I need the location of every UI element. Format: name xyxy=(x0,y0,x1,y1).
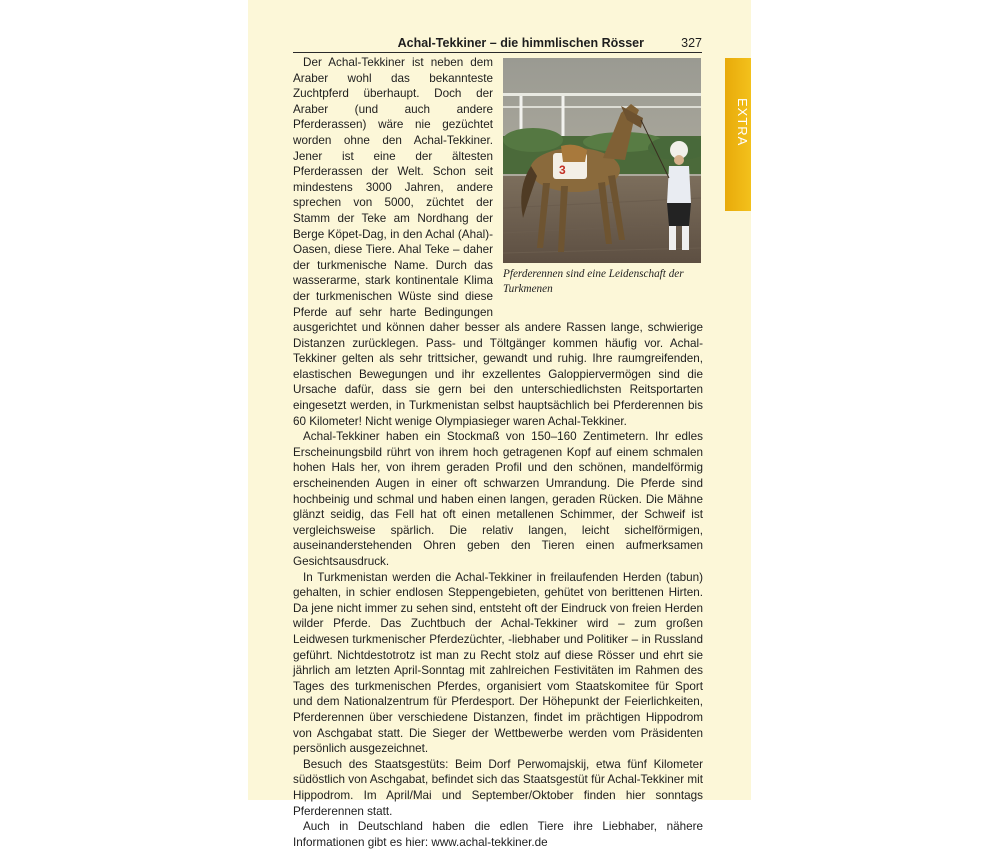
paragraph-5: Auch in Deutschland haben die edlen Tiere ihre Liebhaber, nähere Informationen gibt es hier: www.achal-tekkiner.de xyxy=(293,820,703,849)
extra-tab-label: EXTRA xyxy=(735,98,750,147)
saddle-cloth-number: 3 xyxy=(559,163,566,177)
running-header xyxy=(293,36,702,53)
page-number: 327 xyxy=(681,36,702,50)
paragraph-2: Achal-Tekkiner haben ein Stockmaß von 150–160 Zentimetern. Ihr edles Erscheinungsbild rührt von ihrem hoch getragenen Kopf auf einem schmalen hohen Hals her, von ihrem geraden Profil und den schönen, mandelförmig erscheinenden Augen in einer oft schwarzen Umrandung. Die Pferde sind hochbeinig und schmal und haben einen langen, geraden Rücken. Die Mähne glänzt seidig, das Fell hat oft einen metallenen Schimmer, der Schweif ist vergleichsweise spärlich. Die relativ langen, leicht sichelförmigen, auseinanderstehenden Ohren geben den Tieren einen aufmerksamen Gesichtsausdruck. xyxy=(293,430,703,568)
book-page xyxy=(248,0,751,849)
chapter-title: Achal-Tekkiner – die himmlischen Rösser xyxy=(397,36,644,50)
racehorse-photo xyxy=(503,58,701,263)
paragraph-1: Der Achal-Tekkiner ist neben dem Araber wohl das bekannteste Zuchtpferd überhaupt. Doch der Araber (und auch andere Pferderassen) wäre nie gezüchtet worden ohne den Achal-Tekkiner. Jener ist eine der ältesten Pferderassen der Welt. Schon seit mindestens 3000 Jahren, andere sprechen von 5000, züchtet der Stamm der Teke am Nordhang der Berge Köpet-Dag, in den Achal (Ahal)-Oasen, diese Tiere. Ahal Teke – daher der turkmenische Name. Durch das wasserarme, stark kontinentale Klima der turkmenischen Wüste sind diese Pferde auf sehr harte Bedingungen ausgerichtet und können daher besser als andere Rassen lange, schwierige Distanzen zurücklegen. Pass- und Töltgänger kommen häufig vor. Achal-Tekkiner gelten als sehr trittsicher, gewandt und ruhig. Ihre raumgreifenden, elastischen Bewegungen und ihr exzellentes Galoppiervermögen sind die Ursache dafür, dass sie gern bei den unterschiedlichsten Reitsportarten eingesetzt werden, in Turkmenistan selbst hauptsächlich bei Pferderennen bis 60 Kilometer! Nicht wenige Olympiasieger waren Achal-Tekkiner. xyxy=(293,56,703,428)
paragraph-4: Besuch des Staatsgestüts: Beim Dorf Perwomajskij, etwa fünf Kilometer südöstlich von Aschgabat, befindet sich das Staatsgestüt für Achal-Tekkiner mit Hippodrom. Im April/Mai und September/Oktober finden hier sonntags Pferderennen statt. xyxy=(293,757,703,818)
paragraph-3: In Turkmenistan werden die Achal-Tekkiner in freilaufenden Herden (tabun) gehalten, in schier endlosen Steppengebieten, gehütet von berittenen Hirten. Da jene nicht immer zu sehen sind, entsteht oft der Eindruck von freien Herden wilder Pferde. Das Zuchtbuch der Achal-Tekkiner wird – zum großen Leidwesen turkmenischer Pferdezüchter, -liebhaber und Politiker – in Russland geführt. Nichtdestotrotz ist man zu Recht stolz auf diese Rösser und ehrt sie jährlich am letzten April-Sonntag mit zahlreichen Festivitäten im Rahmen des Tages des turkmenischen Pferdes, organisiert vom Staatskomitee für Sport und dem Nationalzentrum für Pferdesport. Der Höhepunkt der Feierlichkeiten, Pferderennen über verschiedene Distanzen, findet im prächtigen Hippodrom von Aschgabat statt. Die Sieger der Wettbewerbe werden vom Präsidenten persönlich ausgezeichnet. xyxy=(293,570,703,756)
article-body xyxy=(293,55,703,850)
figure xyxy=(503,58,703,311)
figure-caption: Pferderennen sind eine Leidenschaft der Turkmenen xyxy=(503,268,684,295)
extra-side-tab xyxy=(725,58,751,211)
